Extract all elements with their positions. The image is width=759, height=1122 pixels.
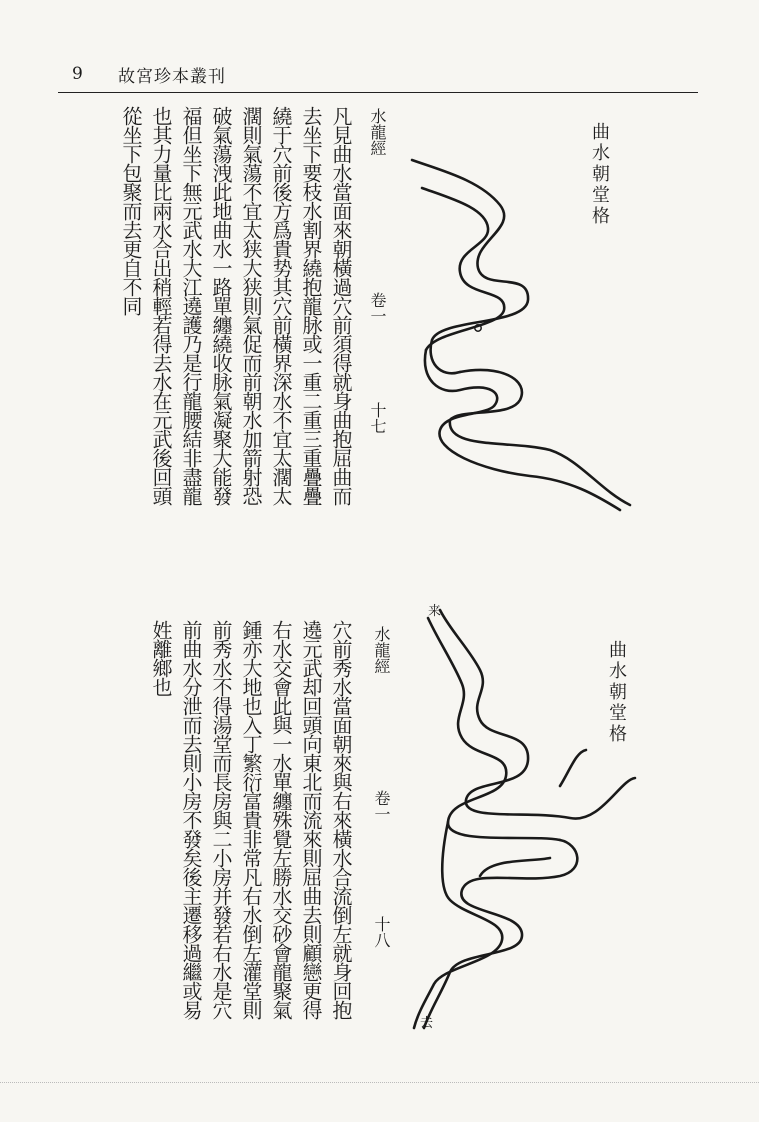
top-folio: 十七 bbox=[368, 402, 387, 434]
bottom-diagram-title: 曲水朝堂格 bbox=[606, 640, 627, 745]
bottom-text-col-7: 姓離鄉也 bbox=[149, 620, 173, 696]
top-river-diagram bbox=[400, 150, 640, 510]
bottom-text-col-5: 前秀水不得湯堂而長房與二小房并發若右水是穴 bbox=[209, 620, 233, 1019]
header-rule bbox=[58, 92, 698, 93]
top-text-col-7: 也其力量比兩水合出稍輕若得去水在元武後回頭 bbox=[149, 106, 173, 505]
bottom-text-col-1: 穴前秀水當面朝來與右來橫水合流倒左就身回抱 bbox=[329, 620, 353, 1019]
bottom-volume: 卷一 bbox=[372, 790, 391, 822]
bottom-river-diagram bbox=[410, 600, 650, 1030]
bottom-text-col-2: 遶元武却回頭向東北而流來則屈曲去則顧戀更得 bbox=[299, 620, 323, 1019]
top-text-col-1: 凡見曲水當面來朝橫過穴前須得就身曲抱屈曲而 bbox=[329, 106, 353, 505]
bottom-source: 水龍經 bbox=[372, 626, 391, 674]
bottom-text-col-3: 右水交會此與一水單纏殊覺左勝水交砂會龍聚氣 bbox=[269, 620, 293, 1019]
page-bottom-edge bbox=[0, 1082, 759, 1083]
map-label-out: 去 bbox=[420, 1016, 434, 1031]
top-text-col-5: 破氣蕩洩此地曲水一路單纏繞收脉氣凝聚大能發 bbox=[209, 106, 233, 505]
top-source: 水龍經 bbox=[368, 108, 387, 156]
top-text-col-3: 繞于穴前後方爲貴势其穴前橫界深水不宜太濶太 bbox=[269, 106, 293, 505]
top-volume: 卷一 bbox=[368, 292, 387, 324]
page-number: 9 bbox=[72, 64, 83, 84]
top-text-col-4: 濶則氣蕩不宜太狭大狭則氣促而前朝水加箭射恐 bbox=[239, 106, 263, 505]
bottom-text-col-4: 鍾亦大地也入丁繁衍富貴非常凡右水倒左灌堂則 bbox=[239, 620, 263, 1019]
top-diagram-title: 曲水朝堂格 bbox=[589, 122, 610, 227]
bottom-folio: 十八 bbox=[372, 916, 391, 948]
top-text-col-2: 去坐下要枝水割界繞抱龍脉或一重二重三重疊疊 bbox=[299, 106, 323, 505]
bottom-text-col-6: 前曲水分泄而去則小房不發矣後主遷移過繼或易 bbox=[179, 620, 203, 1019]
map-label-in: 来 bbox=[428, 604, 442, 619]
book-title: 故宮珍本叢刊 bbox=[118, 67, 226, 87]
top-text-col-6: 福但坐下無元武水大江遶護乃是行龍腰結非盡龍 bbox=[179, 106, 203, 505]
top-text-col-8: 從坐下包聚而去更自不同 bbox=[119, 106, 143, 315]
